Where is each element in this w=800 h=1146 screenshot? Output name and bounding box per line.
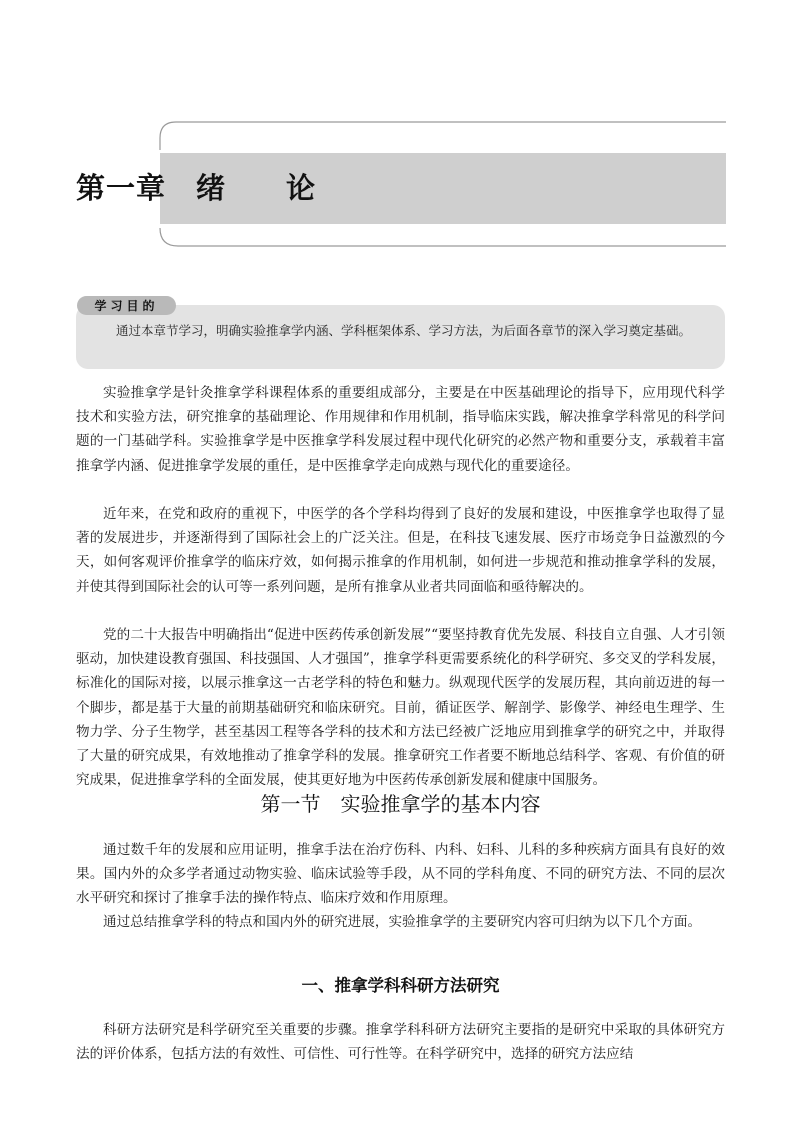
learning-objective-text: 通过本章节学习，明确实验推拿学内涵、学科框架体系、学习方法，为后面各章节的深入学习奠定基础。 <box>116 323 692 338</box>
section-title: 第一节 实验推拿学的基本内容 <box>260 792 541 816</box>
learning-objective-label: 学习目的 <box>77 296 176 315</box>
subsection-title: 一、推拿学科科研方法研究 <box>301 976 500 995</box>
subsection-paragraph-1: 科研方法研究是科学研究至关重要的步骤。推拿学科科研方法研究主要指的是研究中采取的具体研究方法的评价体系，包括方法的有效性、可信性、可行性等。在科学研究中，选择的研究方法应结 <box>76 1022 725 1063</box>
section-paragraph-1: 通过数千年的发展和应用证明，推拿手法在治疗伤科、内科、妇科、儿科的多种疾病方面具有良好的效果。国内外的众多学者通过动物实验、临床试验等手段，从不同的学科角度、不同的研究方法、不同的层次水平研究和探讨了推拿手法的操作特点、临床疗效和作用原理。 <box>76 842 725 907</box>
intro-paragraph-2: 近年来，在党和政府的重视下，中医学的各个学科均得到了良好的发展和建设，中医推拿学也取得了显著的发展进步，并逐渐得到了国际社会上的广泛关注。但是，在科技飞速发展、医疗市场竞争日益激烈的今天，如何客观评价推拿学的临床疗效，如何揭示推拿的作用机制，如何进一步规范和推动推拿学科的发展，并使其得到国际社会的认可等一系列问题，是所有推拿从业者共同面临和亟待解决的。 <box>76 506 725 595</box>
chapter-title: 第一章 绪 论 <box>76 171 317 205</box>
intro-paragraph-1: 实验推拿学是针灸推拿学科课程体系的重要组成部分，主要是在中医基础理论的指导下，应用现代科学技术和实验方法，研究推拿的基础理论、作用规律和作用机制，指导临床实践，解决推拿学科常见的科学问题的一门基础学科。实验推拿学是中医推拿学科发展过程中现代化研究的必然产物和重要分支，承载着丰富推拿学内涵、促进推拿学发展的重任，是中医推拿学走向成熟与现代化的重要途径。 <box>76 385 725 474</box>
intro-paragraph-3: 党的二十大报告中明确指出“促进中医药传承创新发展”“要坚持教育优先发展、科技自立自强、人才引领驱动，加快建设教育强国、科技强国、人才强国”，推拿学科更需要系统化的科学研究、多交叉的学科发展，标准化的国际对接，以展示推拿这一古老学科的特色和魅力。纵观现代医学的发展历程，其向前迈进的每一个脚步，都是基于大量的前期基础研究和临床研究。目前，循证医学、解剖学、影像学、神经电生理学、生物力学、分子生物学，甚至基因工程等各学科的技术和方法已经被广泛地应用到推拿学的研究之中，并取得了大量的研究成果，有效地推动了推拿学科的发展。推拿研究工作者要不断地总结科学、客观、有价值的研究成果，促进推拿学科的全面发展，使其更好地为中医药传承创新发展和健康中国服务。 <box>76 627 725 789</box>
chapter-frame-lines <box>0 0 800 260</box>
section-paragraph-2: 通过总结推拿学科的特点和国内外的研究进展，实验推拿学的主要研究内容可归纳为以下几个方面。 <box>103 914 702 930</box>
